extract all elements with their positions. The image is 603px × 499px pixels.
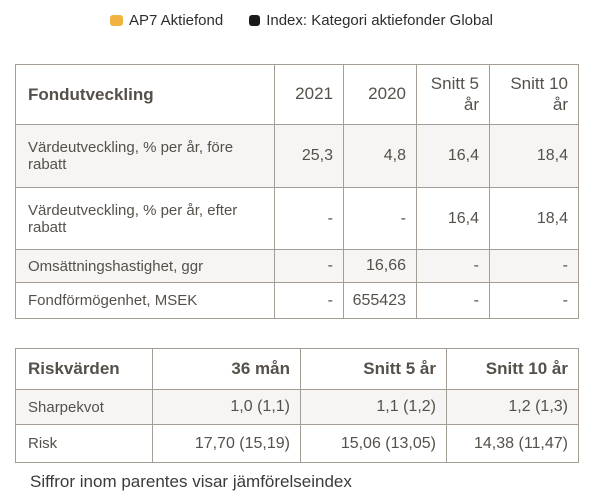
table-header-row <box>16 349 579 390</box>
index-series-swatch-icon <box>249 15 260 26</box>
column-header-36man: 36 mån <box>153 349 301 390</box>
table-header-row <box>16 65 579 125</box>
column-header-title: Fondutveckling <box>16 65 275 125</box>
value-cell: 1,2 (1,3) <box>447 390 579 425</box>
row-label-cell: Fondförmögenhet, MSEK <box>16 283 275 319</box>
table-row <box>16 425 579 463</box>
value-cell: 14,38 (11,47) <box>447 425 579 463</box>
value-cell: - <box>417 250 490 283</box>
table-row <box>16 125 579 188</box>
value-cell: - <box>275 250 344 283</box>
value-cell: 4,8 <box>344 125 417 188</box>
row-label-cell: Värdeutveckling, % per år, före rabatt <box>16 125 275 188</box>
value-cell: - <box>490 250 579 283</box>
row-label-cell: Värdeutveckling, % per år, efter rabatt <box>16 188 275 250</box>
chart-legend <box>0 0 603 29</box>
value-cell: 16,66 <box>344 250 417 283</box>
table-row <box>16 250 579 283</box>
column-header-snitt5: Snitt 5 år <box>301 349 447 390</box>
value-cell: 18,4 <box>490 125 579 188</box>
value-cell: 17,70 (15,19) <box>153 425 301 463</box>
footnote-text: Siffror inom parentes visar jämförelseindex <box>30 472 352 491</box>
value-cell: - <box>344 188 417 250</box>
column-header-snitt5: Snitt 5 år <box>417 65 490 125</box>
legend-item-index <box>249 12 493 29</box>
column-header-2020: 2020 <box>344 65 417 125</box>
column-header-snitt10: Snitt 10 år <box>490 65 579 125</box>
value-cell: 16,4 <box>417 188 490 250</box>
value-cell: - <box>275 188 344 250</box>
row-label-cell: Omsättningshastighet, ggr <box>16 250 275 283</box>
value-cell: - <box>417 283 490 319</box>
value-cell: - <box>275 283 344 319</box>
risk-values-table <box>15 348 579 463</box>
fund-performance-table <box>15 64 579 319</box>
value-cell: - <box>490 283 579 319</box>
value-cell: 15,06 (13,05) <box>301 425 447 463</box>
value-cell: 16,4 <box>417 125 490 188</box>
legend-item-fund <box>110 12 223 29</box>
fund-series-swatch-icon <box>110 15 123 26</box>
value-cell: 1,0 (1,1) <box>153 390 301 425</box>
value-cell: 18,4 <box>490 188 579 250</box>
legend-label-index: Index: Kategori aktiefonder Global <box>266 12 494 29</box>
table-row <box>16 390 579 425</box>
row-label-cell: Sharpekvot <box>16 390 153 425</box>
value-cell: 655423 <box>344 283 417 319</box>
column-header-title: Riskvärden <box>16 349 153 390</box>
table-row <box>16 188 579 250</box>
row-label-cell: Risk <box>16 425 153 463</box>
legend-label-fund: AP7 Aktiefond <box>128 12 224 29</box>
value-cell: 25,3 <box>275 125 344 188</box>
column-header-snitt10: Snitt 10 år <box>447 349 579 390</box>
value-cell: 1,1 (1,2) <box>301 390 447 425</box>
table-row <box>16 283 579 319</box>
column-header-2021: 2021 <box>275 65 344 125</box>
